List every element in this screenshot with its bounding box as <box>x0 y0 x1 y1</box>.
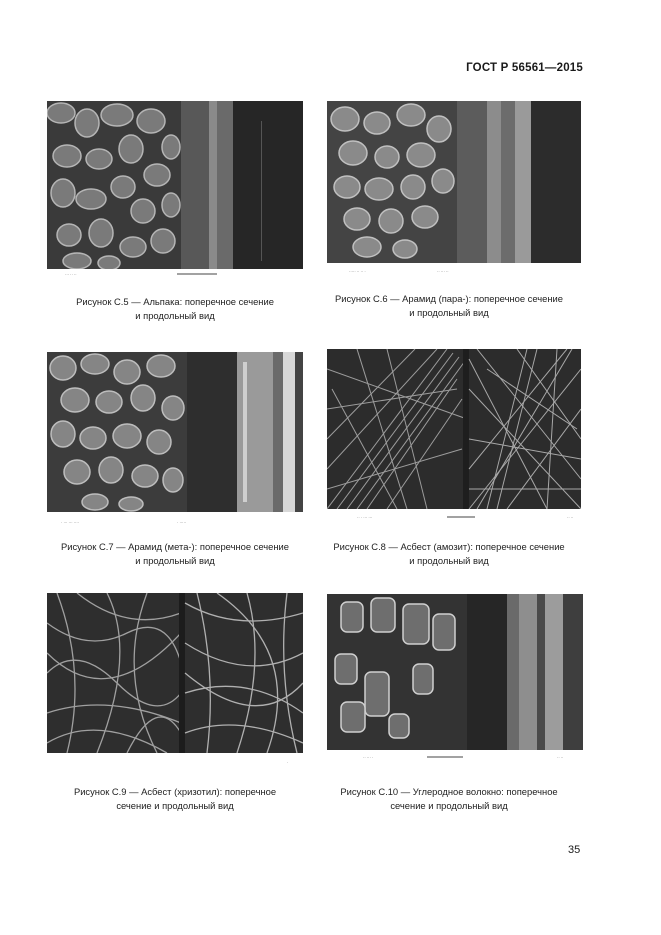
caption-c7 <box>47 540 303 567</box>
micrograph-aramid-para-image <box>327 101 581 279</box>
micrograph-asbestos-amosite <box>327 349 581 527</box>
caption-c9-line2: сечение и продольный вид <box>116 799 234 811</box>
caption-c9 <box>47 785 303 812</box>
micrograph-asbestos-chrysotile-image <box>47 593 303 771</box>
document-code: ГОСТ Р 56561—2015 <box>466 62 583 74</box>
svg-text:· ··· ··· ····: · ··· ··· ···· <box>61 520 79 525</box>
caption-c6 <box>322 292 576 319</box>
caption-c8-line2: и продольный вид <box>409 554 489 566</box>
micrograph-asbestos-amosite-image <box>327 349 581 527</box>
micrograph-aramid-para <box>327 101 581 279</box>
micrograph-aramid-meta <box>47 352 303 530</box>
svg-text:· ·····: · ····· <box>177 520 187 525</box>
caption-c5 <box>47 295 303 322</box>
svg-text:·· ··· ·: ·· ··· · <box>363 755 374 760</box>
micrograph-alpaca-image <box>47 101 303 281</box>
caption-c7-line1: Рисунок С.7 — Арамид (мета-): поперечное сечение <box>60 541 289 552</box>
micrograph-carbon-fiber-image <box>327 594 583 768</box>
svg-text:·· ··· ··: ·· ··· ·· <box>437 269 449 274</box>
page-number: 35 <box>568 844 581 856</box>
svg-text:·· ··: ·· ·· <box>567 515 574 520</box>
caption-c10-line2: сечение и продольный вид <box>390 799 508 811</box>
caption-c9-line1: Рисунок С.9 — Асбест (хризотил): поперечное <box>73 786 277 797</box>
caption-c6-line1: Рисунок С.6 — Арамид (пара-): поперечное сечение <box>335 293 563 304</box>
caption-c6-line2: и продольный вид <box>409 306 489 318</box>
caption-c5-line1: Рисунок С.5 — Альпака: поперечное сечение <box>76 296 274 307</box>
micrograph-asbestos-chrysotile <box>47 593 303 771</box>
caption-c7-line2: и продольный вид <box>135 554 215 566</box>
caption-c8-line1: Рисунок С.8 — Асбест (амозит): поперечное сечение <box>333 541 565 552</box>
micrograph-carbon-fiber <box>327 594 583 768</box>
caption-c5-line2: и продольный вид <box>135 309 215 321</box>
caption-c8 <box>322 540 576 567</box>
micrograph-alpaca <box>47 101 303 281</box>
svg-text:·· ··: ·· ·· <box>557 755 564 760</box>
caption-c10 <box>322 785 576 812</box>
svg-text:····· ·· ·· ·: ····· ·· ·· · <box>349 269 366 274</box>
svg-text:·· · ··· ···: ·· · ··· ··· <box>357 515 373 520</box>
micrograph-aramid-meta-image <box>47 352 303 530</box>
caption-c10-line1: Рисунок С.10 — Углеродное волокно: поперечное <box>340 786 558 797</box>
svg-text:··· ·· ··: ··· ·· ·· <box>65 272 77 277</box>
svg-text:·: · <box>287 760 289 765</box>
